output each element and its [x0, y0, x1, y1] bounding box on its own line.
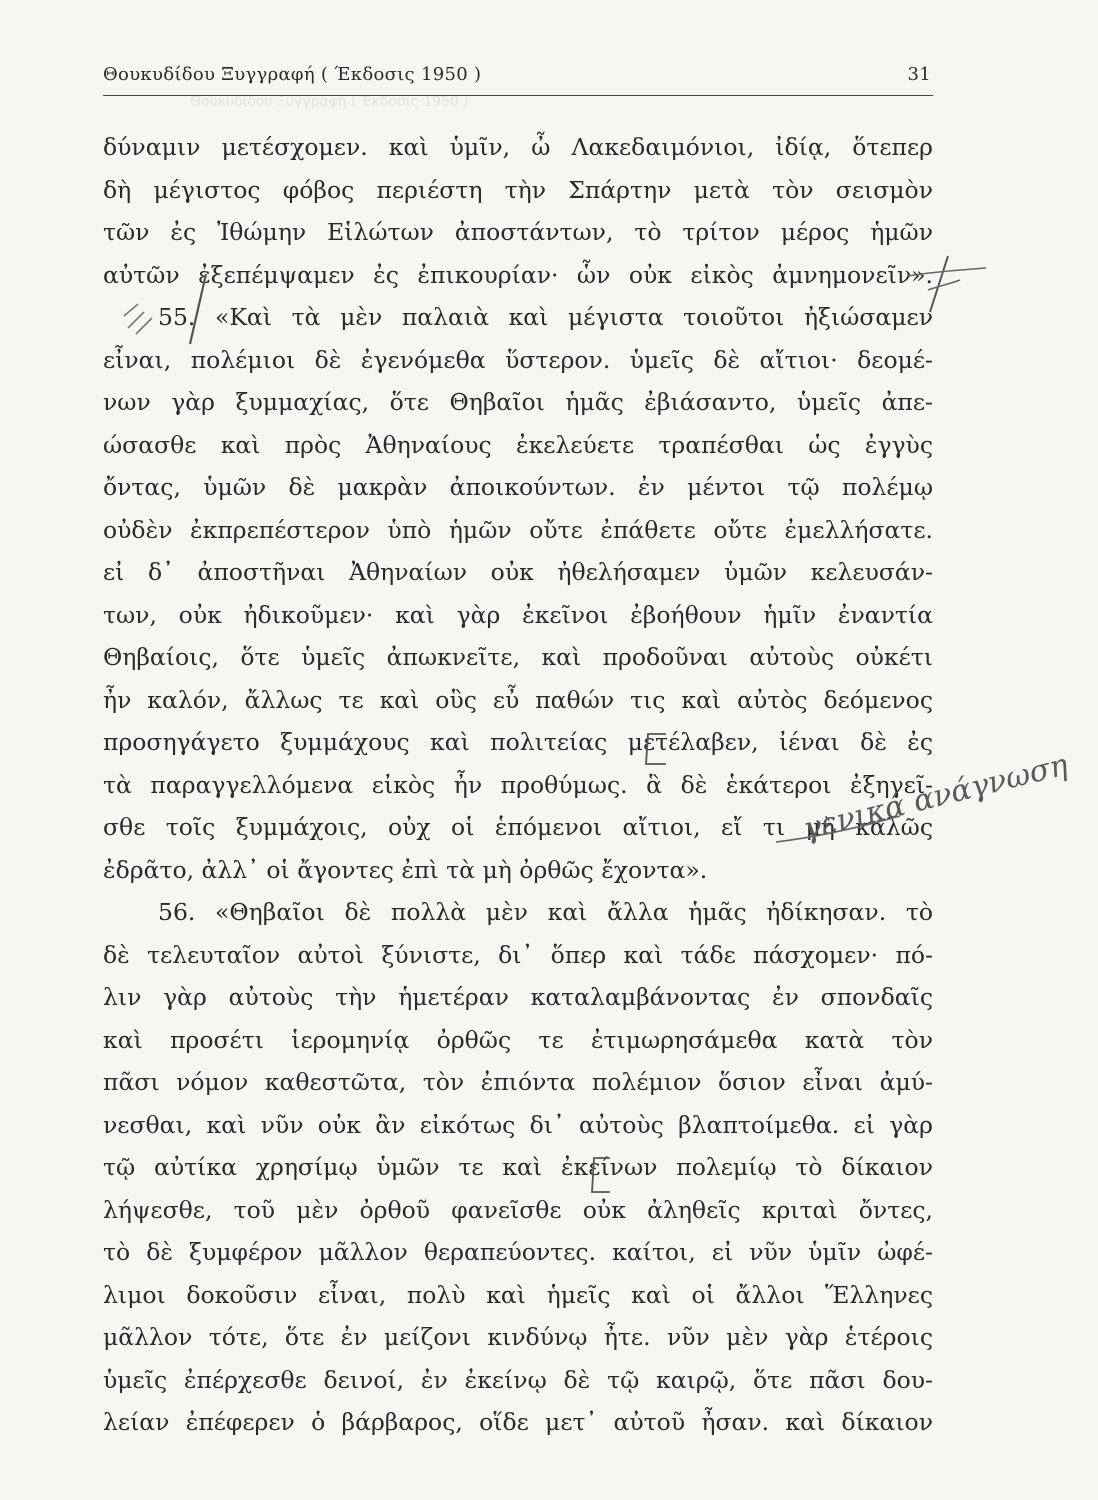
text-line: λήψεσθε, τοῦ μὲν ὀρθοῦ φανεῖσθε οὐκ ἀληθεῖς κριταὶ ὄντες, [103, 1195, 933, 1224]
text-line: οὐδὲν ἐκπρεπέστερον ὑπὸ ἡμῶν οὔτε ἐπάθετε οὔτε ἐμελλήσατε. [103, 515, 933, 544]
text-line: δὲ τελευταῖον αὐτοὶ ξύνιστε, δι᾽ ὅπερ καὶ τάδε πάσχομεν· πό- [103, 940, 933, 969]
text-line: δὴ μέγιστος φόβος περιέστη τὴν Σπάρτην μετὰ τὸν σεισμὸν [103, 175, 933, 204]
text-line: ὑμεῖς ἐπέρχεσθε δεινοί, ἐν ἐκείνῳ δὲ τῷ καιρῷ, ὅτε πᾶσι δου- [103, 1365, 933, 1394]
text-line: λείαν ἐπέφερεν ὁ βάρβαρος, οἵδε μετ᾽ αὐτοῦ ἦσαν. καὶ δίκαιον [103, 1408, 933, 1436]
text-line: ώσασθε καὶ πρὸς Ἀθηναίους ἐκελεύετε τραπέσθαι ὡς ἐγγὺς [103, 430, 933, 459]
text-line: τὰ παραγγελλόμενα εἰκὸς ἦν προθύμως. ἃ δὲ ἑκάτεροι ἐξηγεῖ- [103, 770, 933, 799]
bleed-through-text: Θουκυδίδου Ξυγγραφή ( Έκδοσις 1950 ) [190, 94, 469, 110]
text-line: αὐτῶν ἐξεπέμψαμεν ἐς ἐπικουρίαν· ὧν οὐκ εἰκὸς ἀμνημονεῖν». [103, 260, 933, 289]
text-line: 56. «Θηβαῖοι δὲ πολλὰ μὲν καὶ ἄλλα ἡμᾶς ἠδίκησαν. τὸ [158, 898, 933, 926]
text-line: 55. «Καὶ τὰ μὲν παλαιὰ καὶ μέγιστα τοιοῦτοι ἠξιώσαμεν [158, 303, 933, 331]
text-line: εἰ δ᾽ ἀποστῆναι Ἀθηναίων οὐκ ἠθελήσαμεν ὑμῶν κελευσάν- [103, 558, 933, 586]
text-line: λιμοι δοκοῦσιν εἶναι, πολὺ καὶ ἡμεῖς καὶ οἱ ἄλλοι Ἕλληνες [103, 1280, 933, 1309]
pencil-underline-mark [770, 790, 910, 850]
text-line: Θηβαίοις, ὅτε ὑμεῖς ἀπωκνεῖτε, καὶ προδοῦναι αὐτοὺς οὐκέτι [103, 643, 933, 671]
text-line: νων γὰρ ξυμμαχίας, ὅτε Θηβαῖοι ἡμᾶς ἐβιάσαντο, ὑμεῖς ἀπε- [103, 388, 933, 416]
text-line: τὸ δὲ ξυμφέρον μᾶλλον θεραπεύοντες. καίτοι, εἰ νῦν ὑμῖν ὠφέ- [103, 1238, 933, 1266]
text-line: τῶν ἐς Ἰθώμην Εἱλώτων ἀποστάντων, τὸ τρίτον μέρος ἡμῶν [103, 218, 933, 246]
text-line: τῷ αὐτίκα χρησίμῳ ὑμῶν τε καὶ ἐκείνων πολεμίῳ τὸ δίκαιον [103, 1153, 933, 1181]
text-line: ἦν καλόν, ἄλλως τε καὶ οὓς εὖ παθών τις καὶ αὐτὸς δεόμενος [103, 685, 933, 714]
text-line: δύναμιν μετέσχομεν. καὶ ὑμῖν, ὦ Λακεδαιμόνιοι, ἰδίᾳ, ὅτεπερ [103, 133, 933, 161]
running-header [103, 60, 931, 90]
text-line: μᾶλλον τότε, ὅτε ἐν μείζονι κινδύνῳ ἦτε. νῦν μὲν γὰρ ἑτέροις [103, 1323, 933, 1351]
text-line: σθε τοῖς ξυμμάχοις, οὐχ οἱ ἑπόμενοι αἴτιοι, εἴ τι μὴ καλῶς [103, 813, 933, 841]
handwritten-note: γενικά ανάγνωση [799, 747, 1072, 847]
page-number: 31 [907, 64, 931, 85]
pencil-bracket-mark [118, 268, 228, 358]
text-line: ὄντας, ὑμῶν δὲ μακρὰν ἀποικούντων. ἐν μέντοι τῷ πολέμῳ [103, 473, 933, 501]
text-line: λιν γὰρ αὐτοὺς τὴν ἡμετέραν καταλαμβάνοντας ἐν σπονδαῖς [103, 983, 933, 1011]
text-line: καὶ προσέτι ἱερομηνίᾳ ὀρθῶς τε ἐτιμωρησάμεθα κατὰ τὸν [103, 1025, 933, 1054]
header-rule [103, 95, 933, 96]
text-line: ἐδρᾶτο, ἀλλ᾽ οἱ ἄγοντες ἐπὶ τὰ μὴ ὀρθῶς ἔχοντα». [103, 855, 708, 884]
text-line: των, οὐκ ἠδικοῦμεν· καὶ γὰρ ἐκεῖνοι ἐβοήθουν ἡμῖν ἐναντία [103, 600, 933, 629]
pencil-box-mark [640, 730, 670, 770]
text-line: νεσθαι, καὶ νῦν οὐκ ἂν εἰκότως δι᾽ αὐτοὺς βλαπτοίμεθα. εἰ γὰρ [103, 1110, 933, 1139]
pencil-slash-mark [900, 250, 990, 320]
text-line: προσηγάγετο ξυμμάχους καὶ πολιτείας μετέλαβεν, ἰέναι δὲ ἐς [103, 728, 933, 756]
text-line: πᾶσι νόμον καθεστῶτα, τὸν ἐπιόντα πολέμιον ὅσιον εἶναι ἀμύ- [103, 1068, 933, 1096]
running-title: Θουκυδίδου Ξυγγραφή ( Έκδοσις 1950 ) [103, 64, 482, 85]
text-line: εἶναι, πολέμιοι δὲ ἐγενόμεθα ὕστερον. ὑμεῖς δὲ αἴτιοι· δεομέ- [103, 345, 933, 374]
pencil-box-mark [584, 1152, 614, 1198]
